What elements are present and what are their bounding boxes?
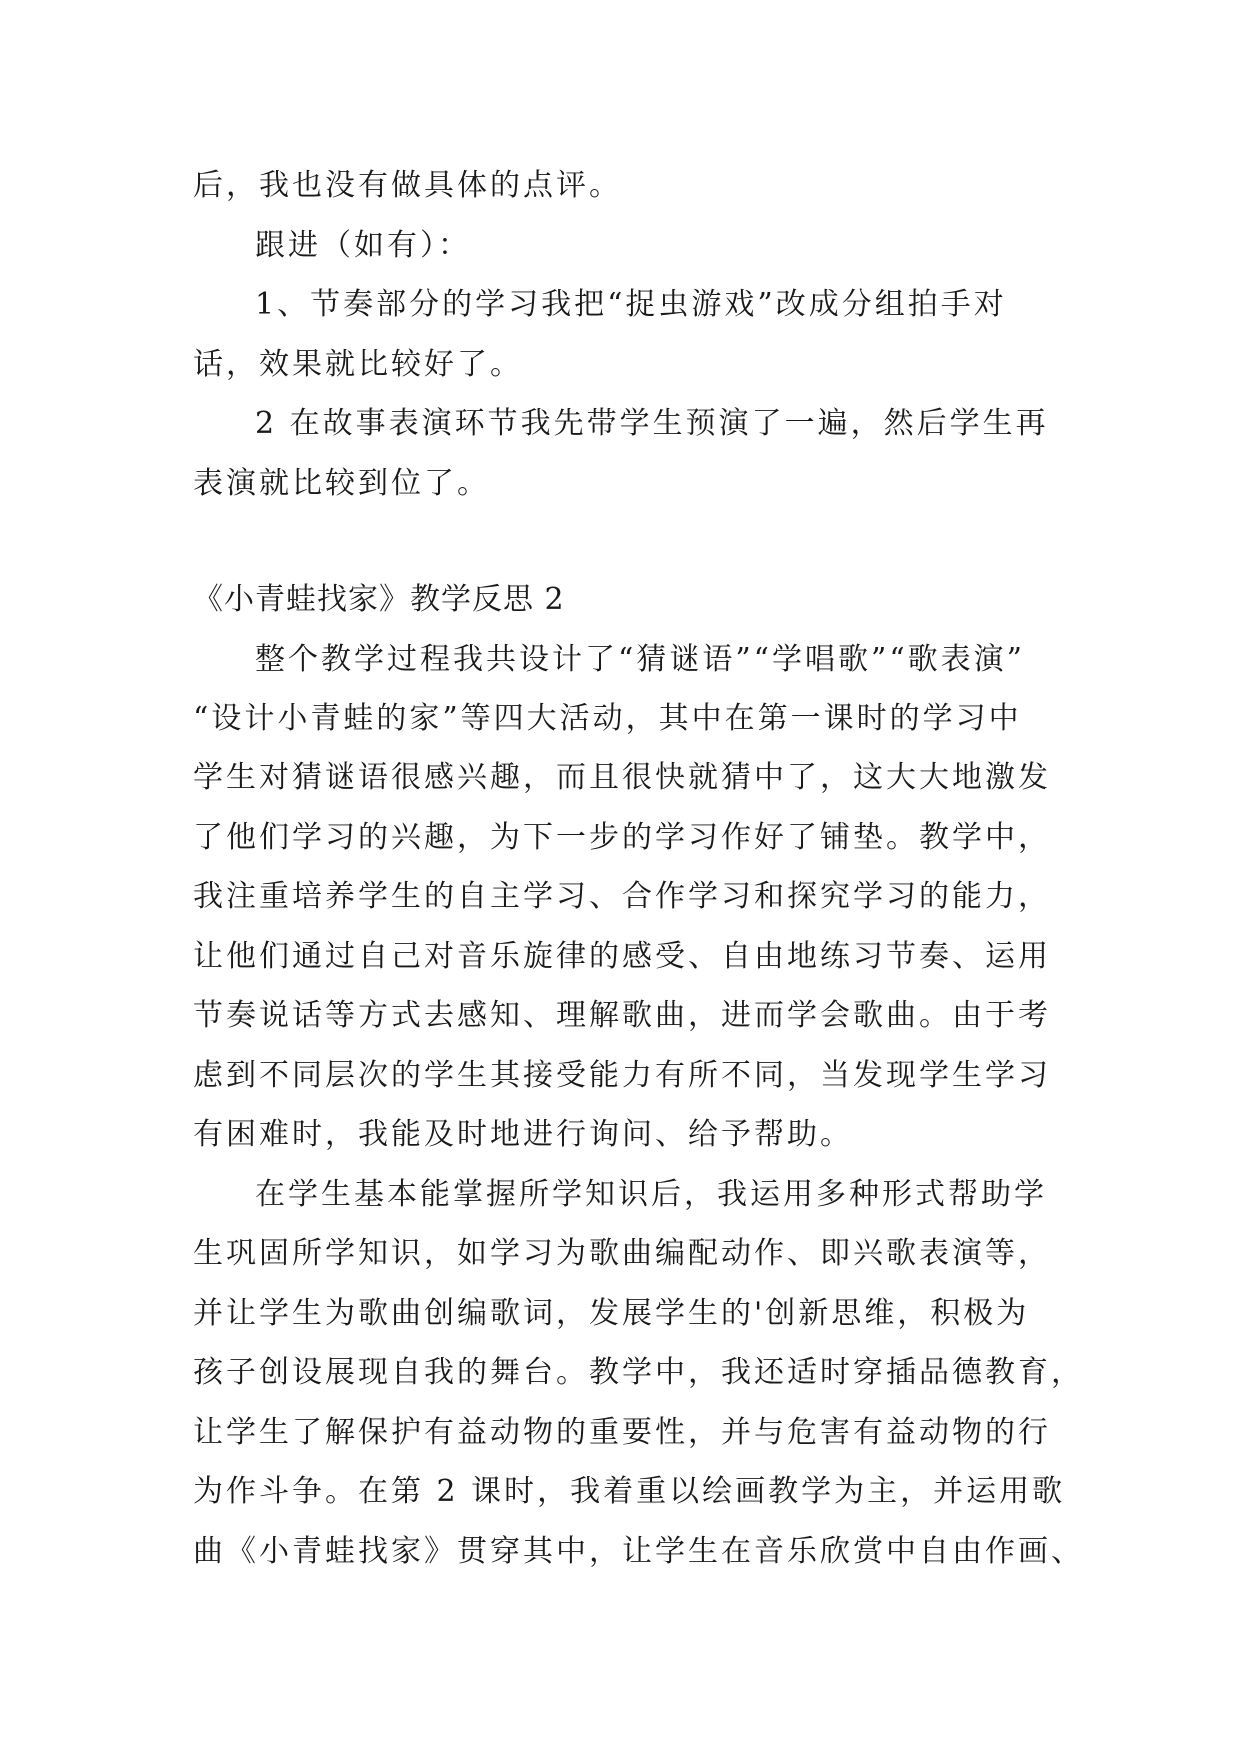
paragraph-line: 生巩固所学知识，如学习为歌曲编配动作、即兴歌表演等，	[193, 1236, 1051, 1271]
section-heading: 《小青蛙找家》教学反思 2	[193, 582, 565, 617]
paragraph-line: 有困难时，我能及时地进行询问、给予帮助。	[193, 1117, 853, 1152]
paragraph-line: 1、节奏部分的学习我把“捉虫游戏”改成分组拍手对	[255, 287, 1007, 322]
paragraph-line: 在学生基本能掌握所学知识后，我运用多种形式帮助学	[255, 1177, 1047, 1212]
paragraph-line: 跟进（如有）：	[255, 228, 471, 263]
paragraph-line: 让他们通过自己对音乐旋律的感受、自由地练习节奏、运用	[193, 939, 1051, 974]
paragraph-line: 话，效果就比较好了。	[193, 347, 523, 382]
paragraph-line: 表演就比较到位了。	[193, 466, 490, 501]
paragraph-line: 孩子创设展现自我的舞台。教学中，我还适时穿插品德教育，	[193, 1355, 1084, 1390]
paragraph-line: 让学生了解保护有益动物的重要性，并与危害有益动物的行	[193, 1415, 1051, 1450]
paragraph-line: 为作斗争。在第 2 课时，我着重以绘画教学为主，并运用歌	[193, 1474, 1066, 1509]
paragraph-line: 学生对猜谜语很感兴趣，而且很快就猜中了，这大大地激发	[193, 760, 1051, 795]
paragraph-line: 节奏说话等方式去感知、理解歌曲，进而学会歌曲。由于考	[193, 998, 1051, 1033]
paragraph-line: 后，我也没有做具体的点评。	[193, 168, 622, 203]
paragraph-line: 虑到不同层次的学生其接受能力有所不同，当发现学生学习	[193, 1058, 1051, 1093]
paragraph-line: 曲《小青蛙找家》贯穿其中，让学生在音乐欣赏中自由作画、	[193, 1534, 1084, 1569]
paragraph-line: 2 在故事表演环节我先带学生预演了一遍，然后学生再	[255, 406, 1049, 441]
paragraph-line: 整个教学过程我共设计了“猜谜语”“学唱歌”“歌表演”	[255, 642, 1026, 677]
paragraph-line: “设计小青蛙的家”等四大活动，其中在第一课时的学习中	[193, 701, 1022, 736]
paragraph-line: 我注重培养学生的自主学习、合作学习和探究学习的能力，	[193, 879, 1051, 914]
paragraph-line: 了他们学习的兴趣，为下一步的学习作好了铺垫。教学中，	[193, 820, 1051, 855]
paragraph-line: 并让学生为歌曲创编歌词，发展学生的'创新思维，积极为	[193, 1296, 1030, 1331]
